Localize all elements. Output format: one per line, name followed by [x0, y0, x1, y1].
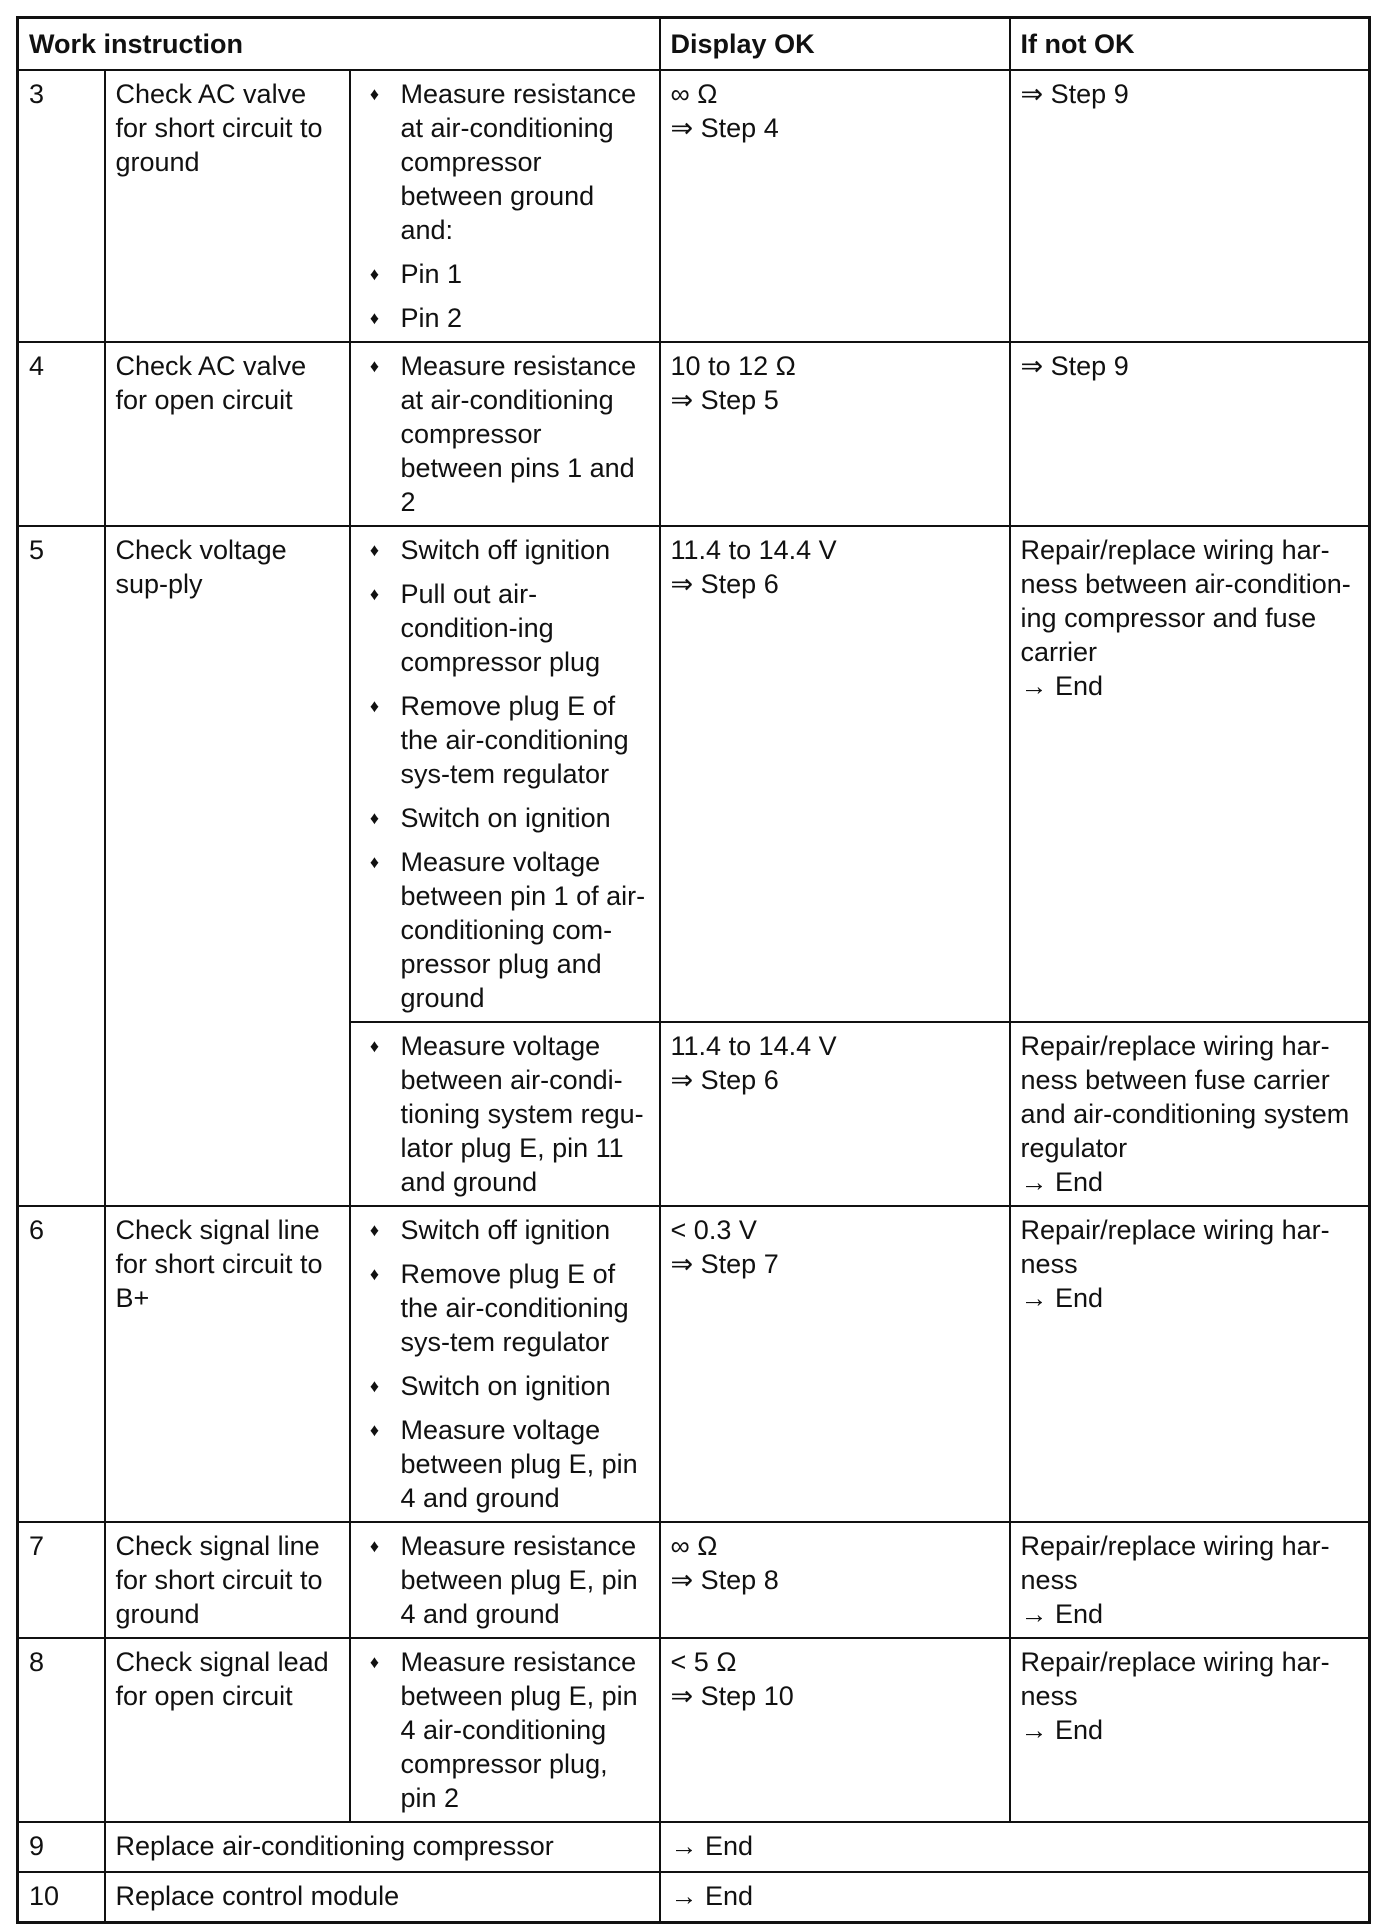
display-ok-cell [660, 1522, 1010, 1638]
step-number: 6 [18, 1206, 105, 1522]
list-item: ♦ Remove plug E of the air-conditioning sys-tem regulator [361, 689, 649, 791]
not-ok-cell [1010, 526, 1370, 1022]
step-number: 5 [18, 526, 105, 1206]
not-ok-cell [1010, 1022, 1370, 1206]
list-item: ♦ Measure voltage between air-condi-tioning system regu-lator plug E, pin 11 and ground [361, 1029, 649, 1199]
display-ok-cell [660, 1638, 1010, 1822]
table-row-step-8 [18, 1638, 1370, 1822]
list-item: ♦ Remove plug E of the air-conditioning sys-tem regulator [361, 1257, 649, 1359]
not-ok-text: Repair/replace wiring har-ness between air-condition-ing compressor and fuse carrier [1020, 535, 1351, 667]
not-ok-text: Repair/replace wiring har-ness [1020, 1647, 1330, 1711]
check-description: Check signal line for short circuit to ground [105, 1522, 350, 1638]
table-row-step-3 [18, 70, 1370, 342]
not-ok-next-step: ⇒ Step 9 [1020, 79, 1129, 109]
action-list [350, 1206, 660, 1522]
list-item: ♦ Switch on ignition [361, 801, 649, 835]
not-ok-text: Repair/replace wiring har-ness [1020, 1215, 1330, 1279]
table-row-step-10 [18, 1872, 1370, 1922]
not-ok-next-step: → End [1020, 1167, 1104, 1197]
bullet-diamond-icon: ♦ [369, 584, 380, 604]
header-row [18, 18, 1370, 71]
header-work-instruction: Work instruction [18, 18, 660, 71]
check-description: Replace air-conditioning compressor [105, 1822, 660, 1872]
table-row-step-9 [18, 1822, 1370, 1872]
bullet-diamond-icon: ♦ [369, 84, 380, 104]
bullet-diamond-icon: ♦ [369, 696, 380, 716]
not-ok-text: Repair/replace wiring har-ness between fuse carrier and air-conditioning system regulator [1020, 1031, 1350, 1163]
table-row-step-7 [18, 1522, 1370, 1638]
bullet-diamond-icon: ♦ [369, 1536, 380, 1556]
display-next-step: ⇒ Step 7 [670, 1249, 779, 1279]
not-ok-next-step: → End [1020, 1715, 1104, 1745]
bullet-diamond-icon: ♦ [369, 356, 380, 376]
not-ok-cell [1010, 1638, 1370, 1822]
table-row-step-4 [18, 342, 1370, 526]
step-number: 8 [18, 1638, 105, 1822]
list-item: ♦ Pin 2 [361, 301, 649, 335]
display-value: 10 to 12 Ω [670, 351, 796, 381]
not-ok-cell [1010, 1206, 1370, 1522]
action-list [350, 526, 660, 1022]
bullet-diamond-icon: ♦ [369, 540, 380, 560]
bullet-diamond-icon: ♦ [369, 808, 380, 828]
list-item: ♦ Switch off ignition [361, 1213, 649, 1247]
bullet-diamond-icon: ♦ [369, 1376, 380, 1396]
step-number: 4 [18, 342, 105, 526]
action-list [350, 1638, 660, 1822]
display-value: 11.4 to 14.4 V [670, 1031, 837, 1061]
bullet-diamond-icon: ♦ [369, 1036, 380, 1056]
table-row-step-6 [18, 1206, 1370, 1522]
display-ok-cell [660, 70, 1010, 342]
bullet-diamond-icon: ♦ [369, 1220, 380, 1240]
bullet-diamond-icon: ♦ [369, 1264, 380, 1284]
not-ok-cell [1010, 342, 1370, 526]
header-display-ok: Display OK [660, 18, 1010, 71]
not-ok-cell [1010, 70, 1370, 342]
list-item: ♦ Measure resistance at air-conditioning compressor between pins 1 and 2 [361, 349, 649, 519]
check-description: Check AC valve for open circuit [105, 342, 350, 526]
action-list [350, 1022, 660, 1206]
step-number: 7 [18, 1522, 105, 1638]
action-list [350, 1522, 660, 1638]
check-description: Check signal lead for open circuit [105, 1638, 350, 1822]
bullet-diamond-icon: ♦ [369, 1652, 380, 1672]
bullet-diamond-icon: ♦ [369, 852, 380, 872]
display-value: 11.4 to 14.4 V [670, 535, 837, 565]
list-item: ♦ Measure voltage between pin 1 of air-conditioning com-pressor plug and ground [361, 845, 649, 1015]
check-description: Replace control module [105, 1872, 660, 1922]
display-next-step: ⇒ Step 10 [670, 1681, 794, 1711]
list-item: ♦ Switch off ignition [361, 533, 649, 567]
header-if-not-ok: If not OK [1010, 18, 1370, 71]
list-item: ♦ Measure resistance between plug E, pin 4 and ground [361, 1529, 649, 1631]
list-item: ♦ Measure voltage between plug E, pin 4 and ground [361, 1413, 649, 1515]
not-ok-next-step: → End [1020, 671, 1104, 701]
not-ok-next-step: → End [1020, 1599, 1104, 1629]
table-row-step-5 [18, 526, 1370, 1022]
display-next-step: ⇒ Step 5 [670, 385, 779, 415]
not-ok-next-step: ⇒ Step 9 [1020, 351, 1129, 381]
display-ok-cell [660, 526, 1010, 1022]
check-description: Check AC valve for short circuit to ground [105, 70, 350, 342]
display-next-step: ⇒ Step 8 [670, 1565, 779, 1595]
result-cell: → End [660, 1822, 1370, 1872]
work-instruction-table [16, 16, 1371, 1924]
list-item: ♦ Measure resistance between plug E, pin 4 air-conditioning compressor plug, pin 2 [361, 1645, 649, 1815]
display-value: < 5 Ω [670, 1647, 737, 1677]
result-cell: → End [660, 1872, 1370, 1922]
not-ok-cell [1010, 1522, 1370, 1638]
step-number: 10 [18, 1872, 105, 1922]
display-ok-cell [660, 1206, 1010, 1522]
bullet-diamond-icon: ♦ [369, 1420, 380, 1440]
list-item: ♦ Switch on ignition [361, 1369, 649, 1403]
display-next-step: ⇒ Step 6 [670, 569, 779, 599]
display-next-step: ⇒ Step 6 [670, 1065, 779, 1095]
display-ok-cell [660, 342, 1010, 526]
not-ok-text: Repair/replace wiring har-ness [1020, 1531, 1330, 1595]
bullet-diamond-icon: ♦ [369, 308, 380, 328]
check-description: Check voltage sup-ply [105, 526, 350, 1206]
list-item: ♦ Measure resistance at air-conditioning compressor between ground and: [361, 77, 649, 247]
bullet-diamond-icon: ♦ [369, 264, 380, 284]
list-item: ♦ Pull out air-condition-ing compressor plug [361, 577, 649, 679]
step-number: 3 [18, 70, 105, 342]
list-item: ♦ Pin 1 [361, 257, 649, 291]
step-number: 9 [18, 1822, 105, 1872]
action-list [350, 70, 660, 342]
display-value: ∞ Ω [670, 1531, 718, 1561]
check-description: Check signal line for short circuit to B+ [105, 1206, 350, 1522]
display-value: ∞ Ω [670, 79, 718, 109]
action-list [350, 342, 660, 526]
display-value: < 0.3 V [670, 1215, 757, 1245]
display-ok-cell [660, 1022, 1010, 1206]
not-ok-next-step: → End [1020, 1283, 1104, 1313]
display-next-step: ⇒ Step 4 [670, 113, 779, 143]
